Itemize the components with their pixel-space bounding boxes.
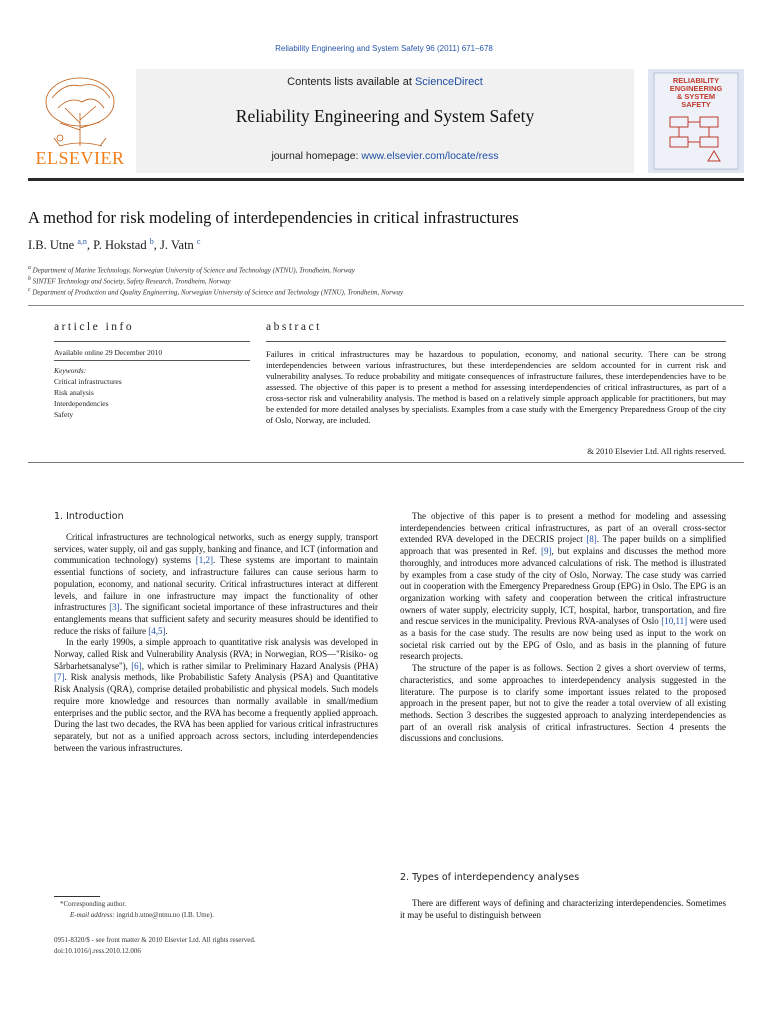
journal-cover-thumbnail — [648, 69, 744, 173]
paragraph: There are different ways of defining and characterizing interdependencies. Sometimes it may be useful to distinguish between — [400, 898, 726, 920]
article-info-heading: article info — [54, 321, 135, 333]
author-affil-mark[interactable]: a,n — [77, 237, 87, 246]
footnote-rule — [54, 896, 100, 897]
affiliation: $^a$ Department of Marine Technology, Norwegian University of Science and Technology (NTNU), Trondheim, Norway — [28, 265, 355, 275]
abstract-text: Failures in critical infrastructures may be hazardous to population, economy, and national security. There can be strong interdependencies between various infrastructures, but these interdependencies are seldom accounted for in current risk and vulnerability analyses. To reduce probability and mitigate consequences of infrastructure failures, these interdependencies have to be assessed. The objective of this paper is to present a method for assessing interdependencies of critical infrastructures, as part of a cross-sector risk and vulnerability analysis. The method is based on a relatively simple approach applicable for practitioners, but may be extended for more detailed analyses by specialists. Examples from a case study with the Emergency Preparedness Group of the city of Oslo, Norway, are included. — [266, 349, 726, 425]
reference-link[interactable]: [9] — [541, 546, 552, 557]
article-info-rule — [54, 341, 250, 342]
keywords-label: Keywords: — [54, 366, 87, 375]
author-list: I.B. Utne $^{a,n}$, P. Hokstad $^b$, J. Vatn $^c$ — [28, 237, 201, 253]
paragraph: The structure of the paper is as follows. Section 2 gives a short overview of terms, characteristics, and some approaches to interdependency analysis suggested in the literature. The purpose is to clarify some important issues related to the proposed approach in the present paper, but not to give the reader a total overview of all existing methods. Section 3 describes the suggested approach to analyzing interdependencies as part of an overall risk analysis of critical infrastructures. Section 4 presents the discussions and conclusions. — [400, 663, 726, 744]
available-online-date: Available online 29 December 2010 — [54, 348, 163, 357]
author-email[interactable]: ingrid.b.utne@ntnu.no (I.B. Utne). — [116, 911, 214, 919]
cover-line-1: RELIABILITY — [672, 76, 720, 85]
header-divider — [28, 305, 744, 306]
reference-link[interactable]: [6] — [131, 660, 142, 671]
journal-homepage-link[interactable]: www.elsevier.com/locate/ress — [361, 150, 499, 162]
contents-available-line: Contents lists available at ScienceDirect — [287, 76, 483, 88]
paragraph: In the early 1990s, a simple approach to quantitative risk analysis was developed in Norway, called Risk and Vulnerability Analysis (RVA; in Norwegian, ROS—"Risiko- og Sårbarhetsanalyse"), [6], which is rather similar to Preliminary Hazard Analysis (PHA) [7]. Risk analysis methods, like Probabilistic Safety Analysis (PSA) and Quantitative Risk Analysis (QRA), comprise detailed probabilistic and physical models. Such models require more knowledge and resources than normally available in small/medium enterprises and the public sector, and the RVA has become a frequently applied approach. During the last two decades, the RVA has been applied for various critical infrastructures separately, but not as a unified approach across sectors, including interdependencies between the various infrastructures. — [54, 637, 378, 753]
section-heading-types: 2. Types of interdependency analyses — [400, 872, 580, 883]
article-title: A method for risk modeling of interdependencies in critical infrastructures — [28, 208, 519, 227]
author-affil-mark[interactable]: c — [196, 237, 201, 246]
cover-image — [648, 69, 744, 173]
reference-link[interactable]: [3] — [109, 602, 120, 613]
intro-body — [54, 532, 378, 754]
affiliation: $^c$ Department of Production and Quality Engineering, Norwegian University of Science and Technology (NTNU), Trondheim, Norway — [28, 287, 404, 297]
section-2-body — [400, 898, 726, 921]
reference-link[interactable]: [8] — [586, 534, 597, 545]
paragraph: Critical infrastructures are technological networks, such as energy supply, transport services, water supply, oil and gas supply, banking and finance, and ICT (information and communication technology) systems [1,2]. These systems are important to maintain essential functions of society, and infrastructure failures can cause serious harm to population, economy, and national security. Critical infrastructures interact at different levels, and failure in one infrastructure may impact the functionality of other infrastructures [3]. The significant societal importance of these infrastructures and their entanglements means that sufficient safety and security measures should be identified to reduce the risks of failure [4,5]. — [54, 532, 378, 636]
keyword-item: Risk analysis — [54, 388, 94, 397]
journal-citation[interactable]: Reliability Engineering and System Safety 96 (2011) 671–678 — [275, 44, 493, 53]
author-name[interactable]: I.B. Utne — [28, 238, 75, 253]
affiliation: $^b$ SINTEF Technology and Society, Safety Research, Trondheim, Norway — [28, 276, 231, 286]
abstract-heading: abstract — [266, 321, 322, 333]
masthead-rule — [28, 178, 744, 181]
right-column-body — [400, 511, 726, 745]
author-name[interactable]: P. Hokstad — [93, 238, 147, 253]
journal-name: Reliability Engineering and System Safety — [235, 106, 535, 126]
reference-link[interactable]: [10,11] — [661, 616, 688, 627]
email-note: E-mail address: ingrid.b.utne@ntnu.no (I.B. Utne). — [70, 911, 214, 919]
author-affil-mark[interactable]: b — [149, 237, 154, 246]
cover-line-4: SAFETY — [681, 100, 711, 109]
reference-link[interactable]: [1,2] — [195, 555, 213, 566]
journal-masthead — [28, 68, 744, 180]
abstract-rule — [266, 341, 726, 342]
abstract-copyright: & 2010 Elsevier Ltd. All rights reserved. — [587, 446, 726, 456]
reference-link[interactable]: [7] — [54, 672, 65, 683]
doi-link[interactable]: doi:10.1016/j.ress.2010.12.006 — [54, 947, 141, 955]
abstract-bottom-rule — [28, 462, 744, 463]
keyword-item: Safety — [54, 410, 74, 419]
journal-homepage-line: journal homepage: www.elsevier.com/locate/ress — [271, 150, 499, 162]
sciencedirect-link[interactable]: ScienceDirect — [414, 76, 483, 88]
reference-link[interactable]: [4,5] — [148, 625, 166, 636]
paragraph: The objective of this paper is to present a method for modeling and assessing interdependencies between critical infrastructures, as part of an overall cross-sector extended RVA developed in the DECRIS project [8]. The paper builds on a simplified approach that was presented in Ref. [9], but explains and discusses the method more thoroughly, and introduces more advanced calculations of risk. The method is illustrated by examples from a case study of the city of Oslo, Norway. The case study was carried out in cooperation with the Emergency Preparedness Group (EPG) in Oslo. The EPG is an organization working with safety and cooperation between the critical infrastructure owners of water supply, electricity supply, ICT, hospital, harbor, transportation, and fire and rescue services in the municipality. Previous RVA-analyses of Oslo [10,11] were used as a basis for the case study. The results are now being used as input to the work on societal risk carried out by the EPG of Oslo, and as basis in the planning of future research projects. — [400, 511, 727, 662]
author-name[interactable]: J. Vatn — [159, 238, 194, 253]
keyword-item: Interdependencies — [54, 399, 109, 408]
section-heading-introduction: 1. Introduction — [54, 511, 124, 522]
corresponding-author-note: *Corresponding author. — [60, 900, 127, 908]
article-info-rule — [54, 360, 250, 361]
elsevier-wordmark: ELSEVIER — [35, 148, 125, 168]
keyword-item: Critical infrastructures — [54, 377, 122, 386]
cover-line-2: ENGINEERING — [669, 84, 723, 93]
issn-line: 0951-8320/$ - see front matter & 2010 Elsevier Ltd. All rights reserved. — [54, 936, 256, 944]
cover-line-3: & SYSTEM — [676, 92, 716, 101]
